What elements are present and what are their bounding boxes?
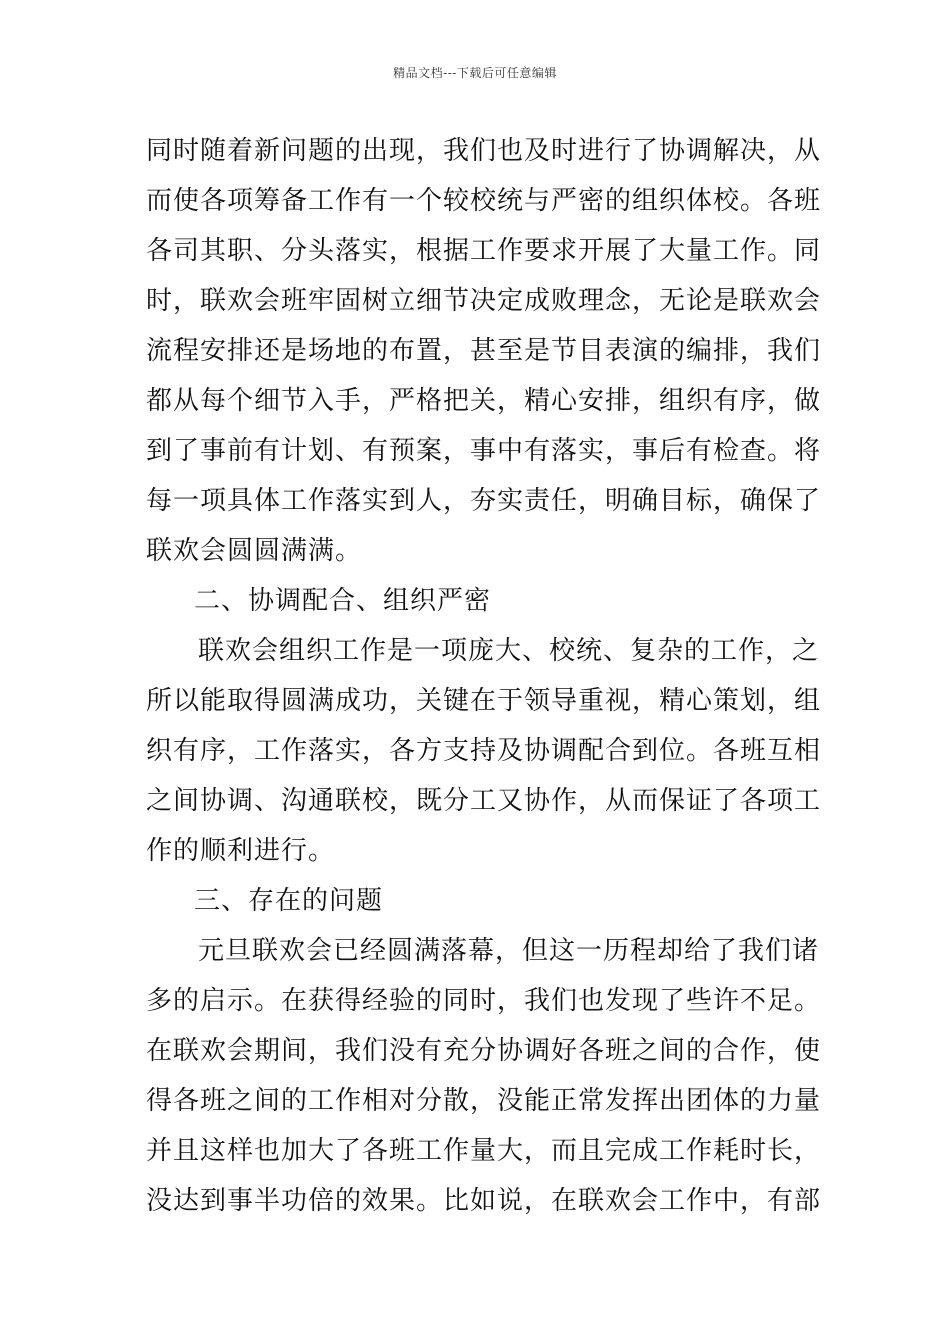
text-line: 织有序，工作落实，各方支持及协调配合到位。各班互相: [146, 736, 822, 766]
text-line: 多的启示。在获得经验的同时，我们也发现了些许不足。: [146, 986, 822, 1016]
text-line: 作的顺利进行。: [146, 836, 336, 866]
text-line: 没达到事半功倍的效果。比如说，在联欢会工作中，有部: [146, 1186, 822, 1216]
text-line: 并且这样也加大了各班工作量大，而且完成工作耗时长，: [146, 1136, 822, 1166]
text-line: 联欢会圆圆满满。: [146, 536, 363, 566]
text-line: 每一项具体工作落实到人，夯实责任，明确目标，确保了: [146, 486, 822, 516]
text-line: 得各班之间的工作相对分散，没能正常发挥出团体的力量: [146, 1086, 822, 1116]
text-line: 元旦联欢会已经圆满落幕，但这一历程却给了我们诸: [198, 936, 820, 966]
text-line: 联欢会组织工作是一项庞大、校统、复杂的工作，之: [198, 636, 820, 666]
document-body: [146, 126, 822, 1226]
section-heading: 三、存在的问题: [194, 886, 384, 916]
page-header: 精品文档---下载后可任意编辑: [393, 66, 557, 80]
text-line: 到了事前有计划、有预案，事中有落实，事后有检查。将: [146, 436, 822, 466]
text-line: 所以能取得圆满成功，关键在于领导重视，精心策划，组: [146, 686, 822, 716]
text-line: 各司其职、分头落实，根据工作要求开展了大量工作。同: [146, 236, 822, 266]
text-line: 流程安排还是场地的布置，甚至是节目表演的编排，我们: [146, 336, 822, 366]
text-line: 而使各项筹备工作有一个较校统与严密的组织体校。各班: [146, 186, 822, 216]
text-line: 同时随着新问题的出现，我们也及时进行了协调解决，从: [146, 136, 822, 166]
text-line: 都从每个细节入手，严格把关，精心安排，组织有序，做: [146, 386, 822, 416]
text-line: 在联欢会期间，我们没有充分协调好各班之间的合作，使: [146, 1036, 822, 1066]
text-line: 之间协调、沟通联校，既分工又协作，从而保证了各项工: [146, 786, 822, 816]
section-heading: 二、协调配合、组织严密: [194, 586, 492, 616]
text-line: 时，联欢会班牢固树立细节决定成败理念，无论是联欢会: [146, 286, 822, 316]
